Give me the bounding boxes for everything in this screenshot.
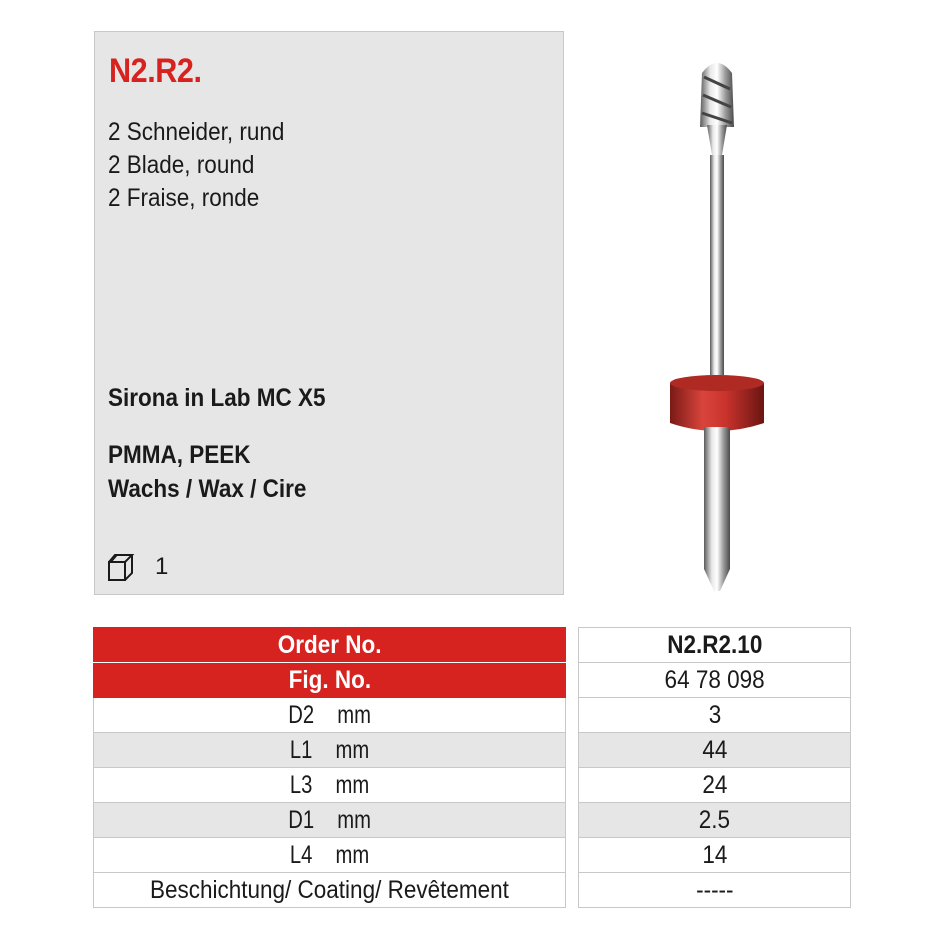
box-icon [107,552,135,582]
description-line-fr: 2 Fraise, ronde [108,184,260,212]
fig-no-value: 64 78 098 [579,663,851,698]
spec-table-values [578,627,851,908]
row-value-l3: 24 [579,768,851,803]
row-value-d1: 2.5 [579,803,851,838]
table-row [579,698,851,733]
row-label-d1: D1 mm [94,803,566,838]
row-label-l4: L4 mm [94,838,566,873]
row-value-l4: 14 [579,838,851,873]
table-row [94,873,566,908]
description-line-en: 2 Blade, round [108,151,255,179]
order-no-header: Order No. [94,628,566,663]
pack-quantity [107,552,168,582]
machine-compatibility: Sirona in Lab MC X5 [108,384,326,412]
table-row [579,663,851,698]
pack-quantity-value: 1 [155,553,169,580]
material-line-2: Wachs / Wax / Cire [108,475,307,503]
coating-value: ----- [579,873,851,908]
milling-tool-image [662,55,772,605]
table-row [94,803,566,838]
table-row [94,628,566,663]
fig-no-header: Fig. No. [94,663,566,698]
table-row [94,768,566,803]
table-row [579,628,851,663]
row-label-d2: D2 mm [94,698,566,733]
row-label-l3: L3 mm [94,768,566,803]
order-no-value: N2.R2.10 [579,628,851,663]
material-line-1: PMMA, PEEK [108,441,251,469]
row-label-l1: L1 mm [94,733,566,768]
table-row [579,838,851,873]
table-row [94,663,566,698]
table-row [579,803,851,838]
table-row [94,838,566,873]
table-row [579,733,851,768]
table-row [94,698,566,733]
row-value-d2: 3 [579,698,851,733]
materials-list [108,438,306,506]
table-row [579,873,851,908]
product-title: N2.R2. [109,52,202,90]
table-row [579,768,851,803]
spec-table-labels [93,627,566,908]
product-description [108,116,284,215]
description-line-de: 2 Schneider, rund [108,118,285,146]
product-info-panel [94,31,564,595]
row-value-l1: 44 [579,733,851,768]
coating-label: Beschichtung/ Coating/ Revêtement [94,873,566,908]
table-row [94,733,566,768]
